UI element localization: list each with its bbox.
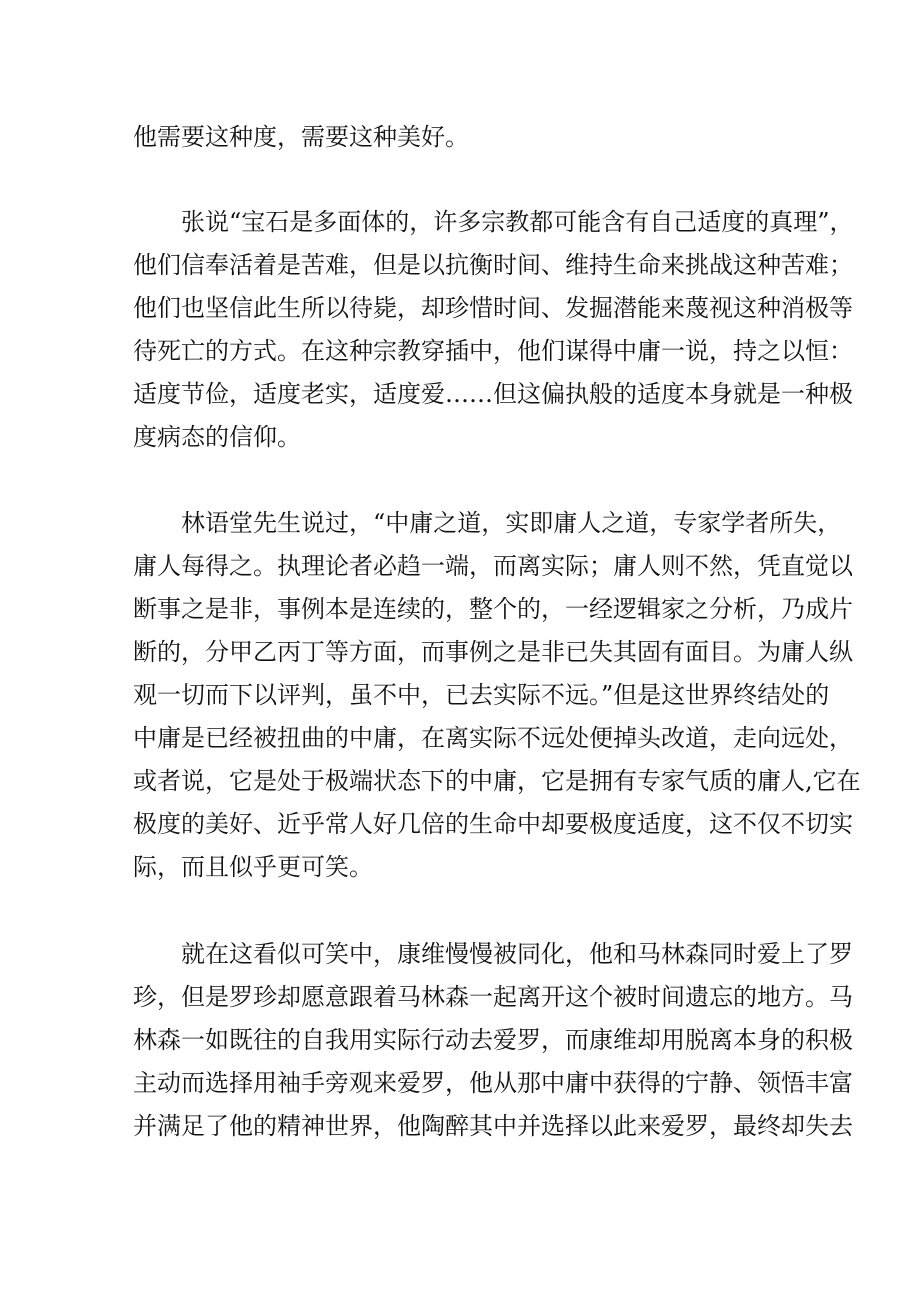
text-line: 并满足了他的精神世界，他陶醉其中并选择以此来爱罗，最终却失去 — [133, 1112, 853, 1140]
text-line: 际，而且似乎更可笑。 — [133, 853, 373, 881]
paragraph-3 — [133, 502, 861, 889]
text-line: 断事之是非，事例本是连续的，整个的，一经逻辑家之分析，乃成片 — [133, 595, 853, 623]
text-line: 就在这看似可笑中，康维慢慢被同化，他和马林森同时爱上了罗 — [133, 940, 853, 968]
text-line: 庸人每得之。执理论者必趋一端，而离实际；庸人则不然，凭直觉以 — [133, 552, 853, 580]
text-line: 中庸是已经被扭曲的中庸，在离实际不远处便掉头改道，走向远处， — [133, 724, 853, 752]
text-line: 观一切而下以评判，虽不中，已去实际不远。”但是这世界终结处的 — [133, 681, 830, 709]
text-line: 张说“宝石是多面体的，许多宗教都可能含有自己适度的真理”， — [133, 208, 854, 236]
text-line: 他需要这种度，需要这种美好。 — [133, 123, 469, 151]
text-line: 断的，分甲乙丙丁等方面，而事例之是非已失其固有面目。为庸人纵 — [133, 638, 853, 666]
paragraph-4 — [133, 933, 853, 1148]
text-line: 适度节俭，适度老实，适度爱……但这偏执般的适度本身就是一种极 — [133, 380, 853, 408]
text-line: 度病态的信仰。 — [133, 423, 301, 451]
text-line: 他们信奉活着是苦难，但是以抗衡时间、维持生命来挑战这种苦难； — [133, 251, 853, 279]
text-line: 珍，但是罗珍却愿意跟着马林森一起离开这个被时间遗忘的地方。马 — [133, 983, 853, 1011]
paragraph-2 — [133, 201, 854, 459]
paragraph-1 — [133, 116, 805, 159]
text-line: 待死亡的方式。在这种宗教穿插中，他们谋得中庸一说，持之以恒： — [133, 337, 853, 365]
text-line: 林语堂先生说过，“中庸之道，实即庸人之道，专家学者所失， — [133, 509, 842, 537]
text-line: 或者说，它是处于极端状态下的中庸，它是拥有专家气质的庸人,它在 — [133, 767, 861, 795]
text-line: 主动而选择用袖手旁观来爱罗，他从那中庸中获得的宁静、领悟丰富 — [133, 1069, 853, 1097]
text-line: 他们也坚信此生所以待毙，却珍惜时间、发掘潜能来蔑视这种消极等 — [133, 294, 853, 322]
text-line: 林森一如既往的自我用实际行动去爱罗，而康维却用脱离本身的积极 — [133, 1026, 853, 1054]
text-line: 极度的美好、近乎常人好几倍的生命中却要极度适度，这不仅不切实 — [133, 810, 853, 838]
